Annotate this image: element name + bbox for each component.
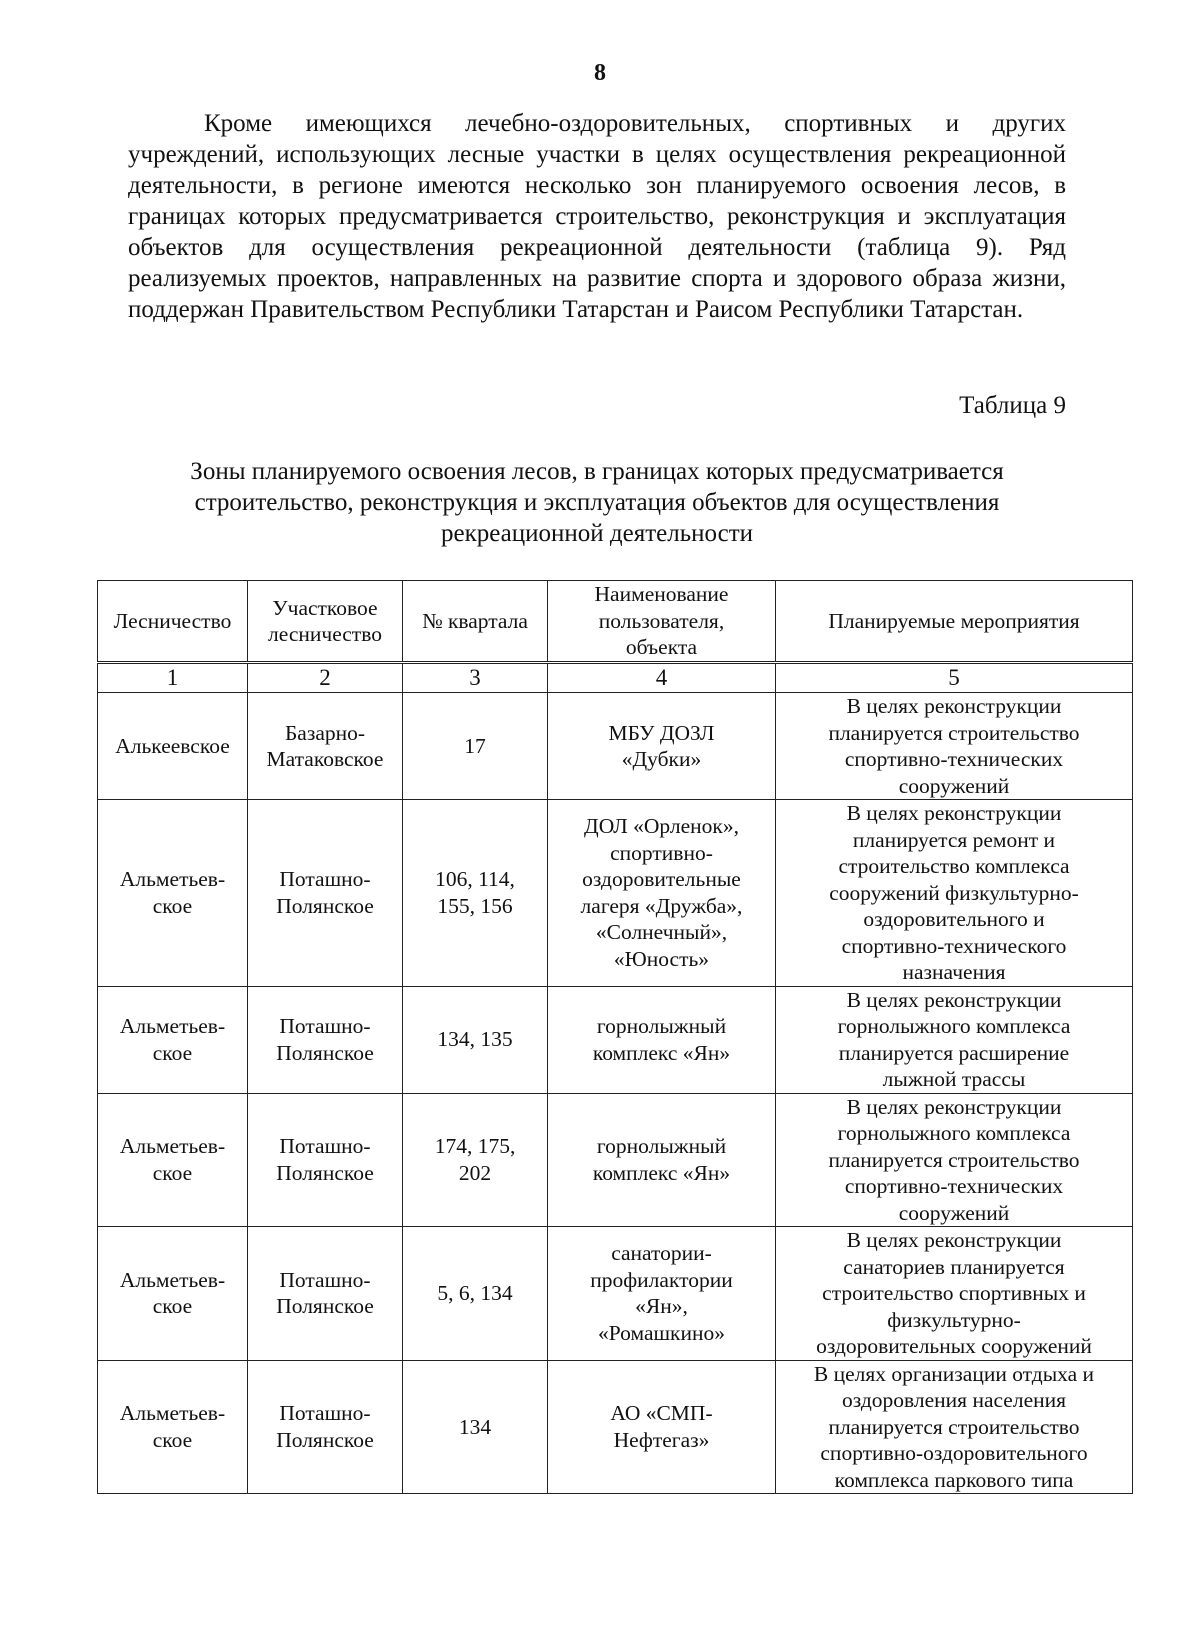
cell-user: ДОЛ «Орленок», спортивно- оздоровительные лагеря «Дружба», «Солнечный», «Юность» (548, 800, 776, 987)
cell-district: Поташно- Полянское (248, 1227, 403, 1361)
cell-quarter: 134 (403, 1360, 548, 1494)
cell-forestry: Алькеевское (98, 693, 248, 800)
header-planned-activities: Планируемые мероприятия (776, 581, 1133, 663)
cell-user: горнолыжный комплекс «Ян» (548, 986, 776, 1093)
intro-paragraph: Кроме имеющихся лечебно-оздоровительных, спортивных и других учреждений, использующих лесные участки в целях осуществления рекреационной деятельности, в регионе имеются несколько зон планируемого освоения лесов, в границах которых предусматривается строительство, реконструкция и эксплуатация объектов для осуществления рекреационной деятельности (таблица 9). Ряд реализуемых проектов, направленных на развитие спорта и здорового образа жизни, поддержан Правительством Республики Татарстан и Раисом Республики Татарстан. (128, 110, 1066, 323)
cell-forestry: Альметьев- ское (98, 800, 248, 987)
table-caption (128, 456, 1066, 549)
cell-quarter: 106, 114, 155, 156 (403, 800, 548, 987)
cell-forestry: Альметьев- ское (98, 1227, 248, 1361)
header-district-forestry: Участковое лесничество (248, 581, 403, 663)
cell-user: АО «СМП- Нефтегаз» (548, 1360, 776, 1494)
cell-district: Поташно- Полянское (248, 1093, 403, 1227)
header-user-object: Наименование пользователя, объекта (548, 581, 776, 663)
cell-quarter: 174, 175, 202 (403, 1093, 548, 1227)
table-row (98, 1227, 1133, 1361)
cell-activities: В целях реконструкции планируется строительство спортивно-технических сооружений (776, 693, 1133, 800)
cell-activities: В целях организации отдыха и оздоровления населения планируется строительство спортивно-оздоровительного комплекса паркового типа (776, 1360, 1133, 1494)
header-quarter-number: № квартала (403, 581, 548, 663)
cell-activities: В целях реконструкции планируется ремонт и строительство комплекса сооружений физкультурно- оздоровительного и спортивно-технического назначения (776, 800, 1133, 987)
table-caption-line: рекреационной деятельности (441, 520, 753, 547)
cell-district: Поташно- Полянское (248, 800, 403, 987)
table-row (98, 693, 1133, 800)
cell-quarter: 17 (403, 693, 548, 800)
cell-user: МБУ ДОЗЛ «Дубки» (548, 693, 776, 800)
table-row (98, 800, 1133, 987)
cell-forestry: Альметьев- ское (98, 986, 248, 1093)
column-number: 2 (248, 663, 403, 693)
forest-zones-table (97, 580, 1133, 1494)
table-row (98, 986, 1133, 1093)
page-number: 8 (594, 60, 606, 86)
table-row (98, 1360, 1133, 1494)
cell-activities: В целях реконструкции санаториев планируется строительство спортивных и физкультурно- оздоровительных сооружений (776, 1227, 1133, 1361)
table-header-row (98, 581, 1133, 663)
column-number: 1 (98, 663, 248, 693)
table-label: Таблица 9 (959, 392, 1066, 419)
cell-forestry: Альметьев- ское (98, 1360, 248, 1494)
cell-user: санатории- профилактории «Ян», «Ромашкино» (548, 1227, 776, 1361)
column-number: 5 (776, 663, 1133, 693)
forest-zones-table-container (97, 580, 1132, 1494)
cell-quarter: 134, 135 (403, 986, 548, 1093)
table-caption-line: строительство, реконструкция и эксплуатация объектов для осуществления (194, 489, 1000, 516)
cell-district: Базарно- Матаковское (248, 693, 403, 800)
cell-activities: В целях реконструкции горнолыжного комплекса планируется расширение лыжной трассы (776, 986, 1133, 1093)
cell-district: Поташно- Полянское (248, 986, 403, 1093)
table-row (98, 1093, 1133, 1227)
cell-user: горнолыжный комплекс «Ян» (548, 1093, 776, 1227)
column-number: 4 (548, 663, 776, 693)
cell-district: Поташно- Полянское (248, 1360, 403, 1494)
cell-activities: В целях реконструкции горнолыжного комплекса планируется строительство спортивно-технических сооружений (776, 1093, 1133, 1227)
cell-forestry: Альметьев- ское (98, 1093, 248, 1227)
cell-quarter: 5, 6, 134 (403, 1227, 548, 1361)
table-caption-line: Зоны планируемого освоения лесов, в границах которых предусматривается (190, 458, 1004, 485)
column-number-row (98, 663, 1133, 693)
column-number: 3 (403, 663, 548, 693)
header-forestry: Лесничество (98, 581, 248, 663)
